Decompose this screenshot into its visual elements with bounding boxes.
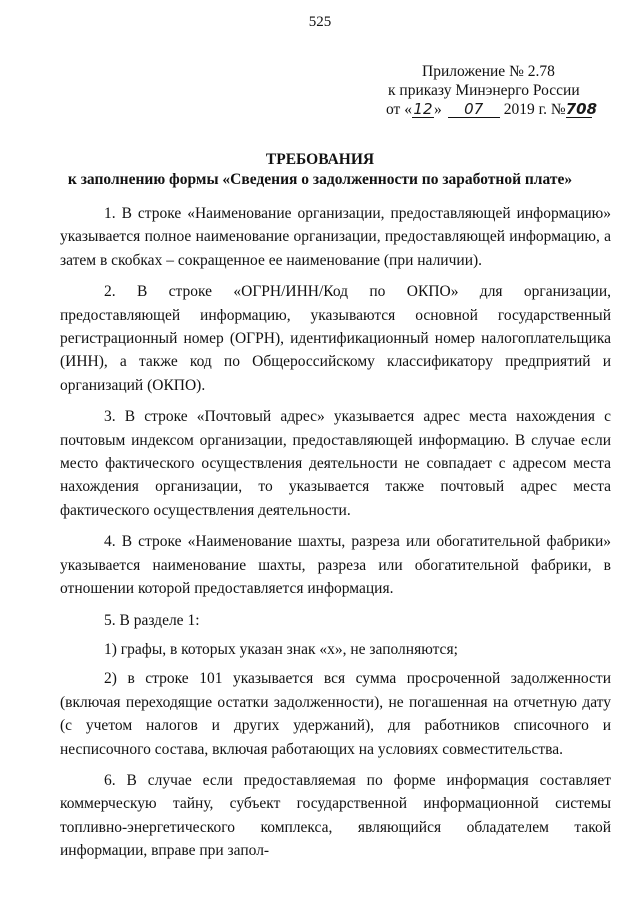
paragraph-5: 5. В разделе 1:: [104, 611, 200, 629]
title-heading: ТРЕБОВАНИЯ: [265, 151, 375, 168]
paragraph-3: 3. В строке «Почтовый адрес» указывается адрес места нахождения с почтовым индексом организации, предоставляющей информацию. В случае если место фактического осуществления деятельности не совпадает с адресом места нахождения организации, то указывается также почтовый адрес места фактического осуществления деятельности.: [60, 408, 611, 519]
paragraph-5-item-1: 1) графы, в которых указан знак «х», не заполняются;: [104, 640, 458, 658]
date-quote-close: »: [433, 101, 442, 118]
paragraph-4: 4. В строке «Наименование шахты, разреза или обогатительной фабрики» указывается наименование шахты, разреза или обогатительной фабрики, в отношении которой предоставляется информация.: [60, 533, 611, 598]
paragraph-5-item-2: 2) в строке 101 указывается вся сумма просроченной задолженности (включая переходящие остатки задолженности), не погашенная на отчетную дату (с учетом налогов и других удержаний), для работников списочного и несписочного состава, включая работающих на условиях совместительства.: [60, 670, 611, 758]
document-body: [60, 202, 611, 871]
appendix-block: [386, 62, 626, 119]
title-subheading: к заполнению формы «Сведения о задолженности по заработной плате»: [67, 171, 573, 188]
document-title: [0, 150, 640, 190]
appendix-title: Приложение № 2.78: [422, 63, 555, 80]
appendix-order-ref: к приказу Минэнерго России: [388, 82, 580, 99]
date-from-label: от «: [386, 101, 412, 118]
handwritten-order-number: 708: [565, 100, 598, 118]
appendix-date-line: [386, 100, 626, 119]
paragraph-6: 6. В случае если предоставляемая по форме информация составляет коммерческую тайну, субъект государственной информационной системы топливно-энергетического комплекса, являющийся обладателем такой информации, вправе при запол-: [60, 771, 611, 860]
date-year-label: 2019 г. №: [503, 101, 566, 118]
paragraph-2: 2. В строке «ОГРН/ИНН/Код по ОКПО» для организации, предоставляющей информацию, указываются основной государственный регистрационный номер (ОГРН), идентификационный номер налогоплательщика (ИНН), а также код по Общероссийскому классификатору предприятий и организаций (ОКПО).: [60, 283, 611, 394]
handwritten-month: 07: [448, 101, 500, 118]
page-number: 525: [308, 14, 332, 30]
paragraph-1: 1. В строке «Наименование организации, предоставляющей информацию» указывается полное наименование организации, предоставляющей информацию, а затем в скобках – сокращенное ее наименование (при наличии).: [60, 205, 611, 269]
handwritten-day: 12: [413, 100, 433, 118]
